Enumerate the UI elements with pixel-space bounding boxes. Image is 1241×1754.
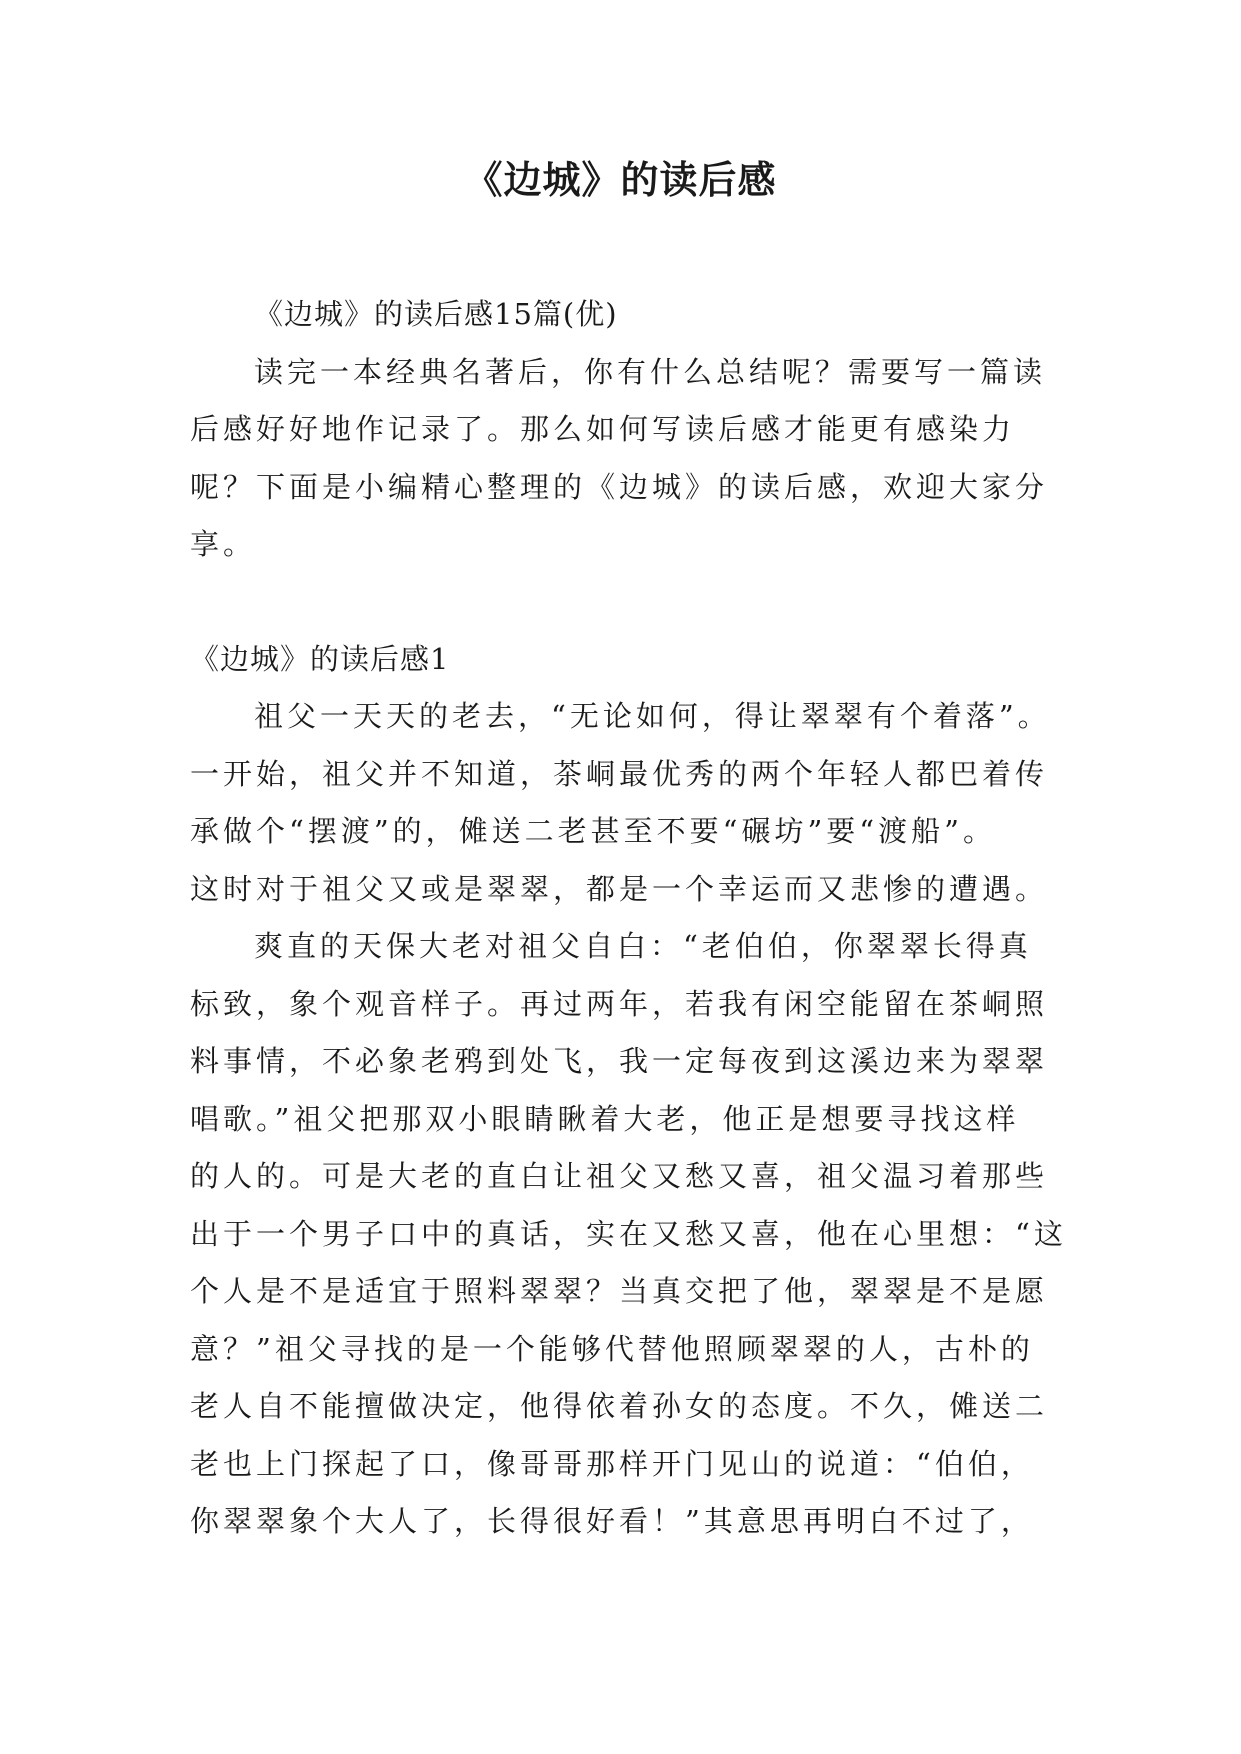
- intro-line: 呢？下面是小编精心整理的《边城》的读后感，欢迎大家分: [190, 469, 1049, 504]
- paragraph-line: 老也上门探起了口，像哥哥那样开门见山的说道：“伯伯，: [190, 1446, 1034, 1481]
- paragraph-line: 意？”祖父寻找的是一个能够代替他照顾翠翠的人，古朴的: [190, 1331, 1034, 1366]
- paragraph-line: 爽直的天保大老对祖父自白：“老伯伯，你翠翠长得真: [254, 929, 1032, 963]
- paragraph-line: 老人自不能擅做决定，他得依着孙女的态度。不久，傩送二: [190, 1389, 1049, 1423]
- intro-line: 读完一本经典名著后，你有什么总结呢？需要写一篇读: [254, 354, 1047, 389]
- paragraph-line: 承做个“摆渡”的，傩送二老甚至不要“碾坊”要“渡船”。: [190, 814, 996, 848]
- paragraph-line: 这时对于祖父又或是翠翠，都是一个幸运而又悲惨的遭遇。: [190, 871, 1049, 906]
- paragraph-line: 祖父一天天的老去，“无论如何，得让翠翠有个着落”。: [254, 699, 1051, 733]
- paragraph-line: 标致，象个观音样子。再过两年，若我有闲空能留在茶峒照: [190, 986, 1049, 1021]
- intro-line: 后感好好地作记录了。那么如何写读后感才能更有感染力: [190, 412, 1016, 446]
- section-paragraph: [190, 688, 1070, 918]
- document-title: 《边城》的读后感: [464, 158, 777, 202]
- section-heading: 《边城》的读后感1: [190, 641, 450, 676]
- document-subtitle: 《边城》的读后感15篇(优): [254, 297, 618, 331]
- paragraph-line: 唱歌。”祖父把那双小眼睛瞅着大老，他正是想要寻找这样: [190, 1101, 1020, 1136]
- paragraph-line: 的人的。可是大老的直白让祖父又愁又喜，祖父温习着那些: [190, 1159, 1049, 1193]
- paragraph-line: 出于一个男子口中的真话，实在又愁又喜，他在心里想：“这: [190, 1216, 1067, 1251]
- paragraph-line: 一开始，祖父并不知道，茶峒最优秀的两个年轻人都巴着传: [190, 756, 1049, 791]
- paragraph-line: 料事情，不必象老鸦到处飞，我一定每夜到这溪边来为翠翠: [190, 1044, 1049, 1078]
- intro-line: 享。: [190, 527, 257, 561]
- section-paragraph: [190, 918, 1070, 1551]
- paragraph-line: 个人是不是适宜于照料翠翠？当真交把了他，翠翠是不是愿: [190, 1274, 1049, 1308]
- document-body: [190, 286, 1070, 1551]
- paragraph-line: 你翠翠象个大人了，长得很好看！”其意思再明白不过了，: [190, 1504, 1034, 1538]
- intro-paragraph: [190, 344, 1070, 574]
